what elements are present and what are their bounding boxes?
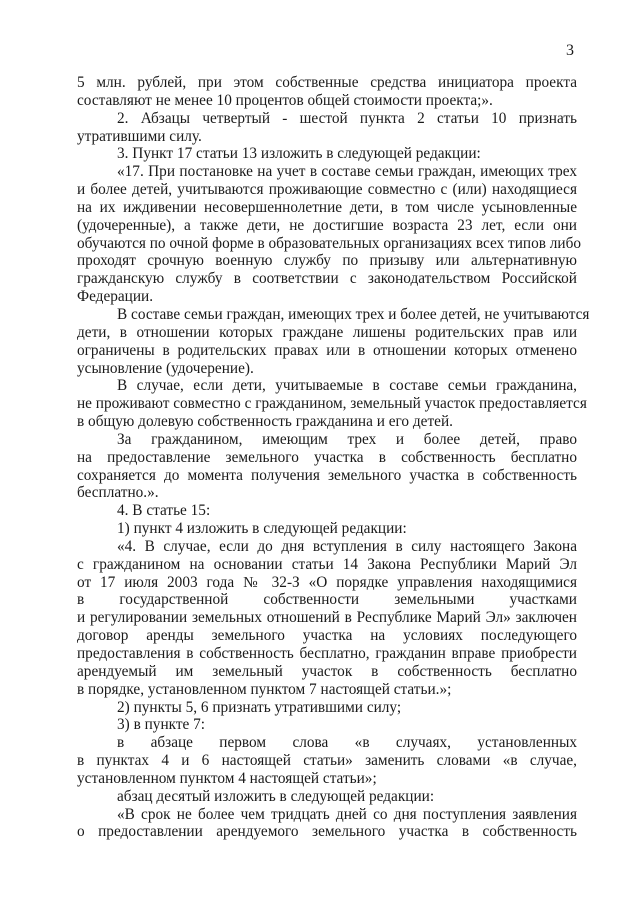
text-line: усыновление (удочерение). <box>77 359 254 377</box>
text-line: составляют не менее 10 процентов общей стоимости проекта;». <box>77 91 493 109</box>
text-line: сохраняется до момента получения земельного участка в собственность <box>77 466 577 484</box>
text-line: на их иждивении несовершеннолетние дети, в том числе усыновленные <box>77 198 577 216</box>
text-line: В случае, если дети, учитываемые в составе семьи гражданина, <box>117 377 577 395</box>
text-line: от 17 июля 2003 года № 32-З «О порядке управления находящимися <box>77 573 577 591</box>
text-line: 3) в пункте 7: <box>117 716 206 734</box>
paragraph <box>77 716 577 734</box>
text-line: бесплатно.». <box>77 484 159 502</box>
text-line: в пунктах 4 и 6 настоящей статьи» заменить словами «в случае, <box>77 752 577 770</box>
text-line: 2) пункты 5, 6 признать утратившими силу; <box>117 698 402 716</box>
paragraph <box>77 305 590 377</box>
text-line: арендуемый им земельный участок в собственность бесплатно <box>77 662 577 680</box>
paragraph <box>77 520 577 538</box>
text-line: в общую долевую собственность гражданина и его детей. <box>77 413 453 431</box>
text-line: «17. При постановке на учет в составе семьи граждан, имеющих трех <box>117 163 577 181</box>
text-line: «4. В случае, если до дня вступления в силу настоящего Закона <box>117 537 577 555</box>
text-line: 3. Пункт 17 статьи 13 изложить в следующей редакции: <box>117 145 481 163</box>
text-line: предоставления в собственность бесплатно, гражданин вправе приобрести <box>77 645 577 662</box>
page-number: 3 <box>566 42 574 59</box>
text-line: 4. В статье 15: <box>117 502 211 520</box>
text-line: установленном пунктом 4 настоящей статьи»; <box>77 769 377 787</box>
paragraph <box>77 538 577 699</box>
text-line: и регулировании земельных отношений в Республике Марий Эл» заключен <box>77 609 577 627</box>
paragraph <box>77 806 577 842</box>
text-line: «В срок не более чем тридцать дней со дня поступления заявления <box>117 805 577 823</box>
text-line: о предоставлении арендуемого земельного участка в собственность <box>77 823 577 841</box>
text-line: проходят срочную военную службу по призыву или альтернативную <box>77 252 577 270</box>
text-line: в государственной собственности земельными участками <box>77 591 577 609</box>
paragraph <box>77 734 577 788</box>
text-line: дети, в отношении которых граждане лишены родительских прав или <box>77 323 577 341</box>
text-line: в абзаце первом слова «в случаях, установленных <box>117 734 577 752</box>
text-line: договор аренды земельного участка на условиях последующего <box>77 627 577 645</box>
paragraph <box>77 431 577 502</box>
text-line: и более детей, учитываются проживающие совместно с (или) находящиеся <box>77 181 577 199</box>
text-line: За гражданином, имеющим трех и более детей, право <box>117 430 577 448</box>
paragraph <box>77 74 577 110</box>
paragraph <box>77 163 582 306</box>
text-line: обучаются по очной форме в образовательных организациях всех типов либо <box>77 234 582 252</box>
text-line: 2. Абзацы четвертый - шестой пункта 2 статьи 10 признать <box>117 109 577 127</box>
text-line: В составе семьи граждан, имеющих трех и более детей, не учитываются <box>117 305 590 323</box>
text-line: гражданскую службу в соответствии с законодательством Российской <box>77 270 577 288</box>
text-line: 5 млн. рублей, при этом собственные средства инициатора проекта <box>77 74 577 91</box>
paragraph <box>77 110 577 146</box>
document-body <box>77 74 590 841</box>
text-line: в порядке, установленном пунктом 7 настоящей статьи.»; <box>77 680 452 698</box>
paragraph <box>77 145 577 163</box>
text-line: с гражданином на основании статьи 14 Закона Республики Марий Эл <box>77 555 577 573</box>
text-line: абзац десятый изложить в следующей редакции: <box>117 787 435 805</box>
paragraph <box>77 788 577 806</box>
text-line: 1) пункт 4 изложить в следующей редакции: <box>117 520 407 538</box>
paragraph <box>77 377 587 431</box>
text-line: на предоставление земельного участка в собственность бесплатно <box>77 448 577 466</box>
text-line: (удочеренные), а также дети, не достигшие возраста 23 лет, если они <box>77 216 577 234</box>
text-line: ограничены в родительских правах или в отношении которых отменено <box>77 341 577 359</box>
text-line: утратившими силу. <box>77 127 202 145</box>
text-line: Федерации. <box>77 288 154 306</box>
paragraph <box>77 699 577 717</box>
text-line: не проживают совместно с гражданином, земельный участок предоставляется <box>77 395 587 413</box>
paragraph <box>77 502 577 520</box>
